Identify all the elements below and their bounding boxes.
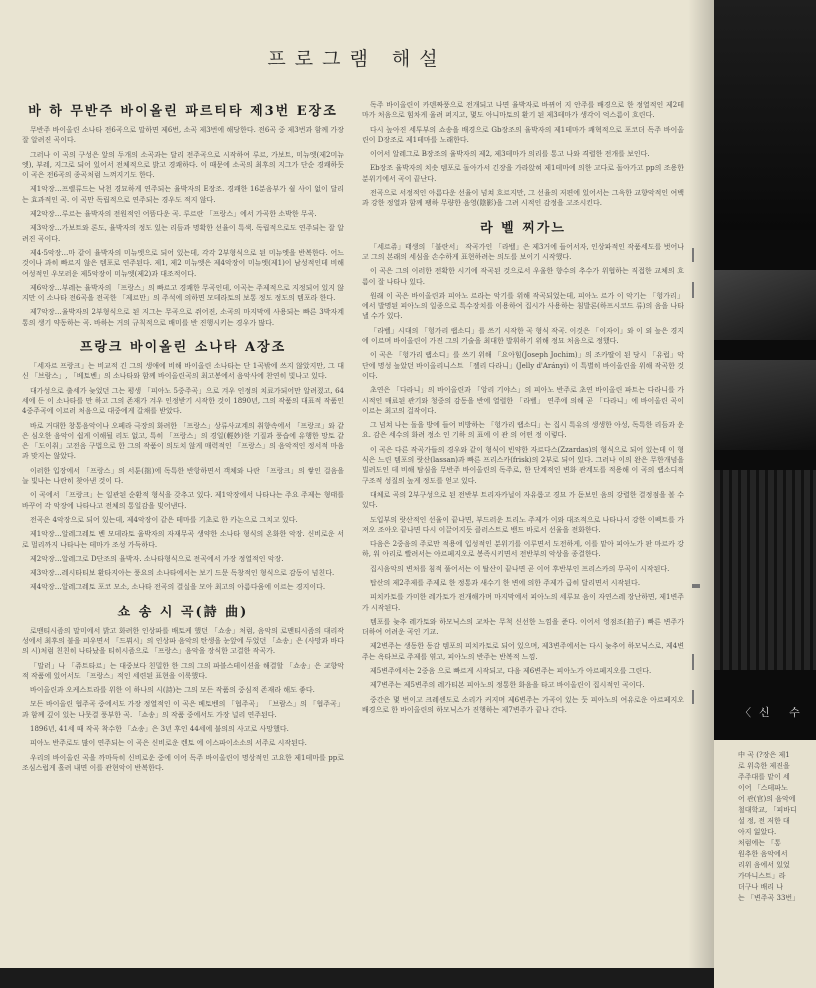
paragraph: 전곡으로 서정적인 아름다운 선율이 넘쳐 흐르지만, 그 선율의 저편에 있어서는 그윽한 교향악적인 여백과 강한 정열과 함께 팽하 무량한 음영(陰影)을 그려 시적인 감정을 고조시킨다. [362,189,684,208]
piano-body [714,360,816,450]
paragraph: 제7악장…율박자의 2부형식으로 된 지그는 무곡으로 쥐어진, 소곡의 마지막에 사용되는 빠른 3박자계통의 생기 약동하는 곡. 바하는 거의 규칙적으로 배미를 반 진행시키는 경우가 많다. [22,308,344,327]
section-heading: 바 하 무반주 바이올린 파르티타 제3번 E장조 [28,104,338,119]
paragraph: 이 곡은 다른 작곡가들의 경우와 같이 형식이 빈약한 자르다스(Zzardas)의 형식으로 되어 있는데 이 형식은 느린 템포의 랏산(lassan)과 빠른 프리스카(frisk)의 2부로 되어 있다. 그러나 이의 완은 무한개념을 빌려도인 데 비해 탐심을 무반주 바이올린의 독주로, 한 단계적인 변화 관계도를 적용해 이 곡의 랩소디적 구조적 성질의 높게 정도를 얻고 있다. [362,445,684,485]
section-franck [22,336,344,593]
paragraph: 초연은 「다라니」의 바이올린과 「앙리 기야스」의 피아노 반주로 초연 바이올린 파트는 다라니를 가시적인 매료된 관기와 청중의 감동을 반에 열렬한 「라벨」 연주에 의해 곧 「다라니」에 바이올린 곡이 이르는 최고의 걸작이다. [362,386,684,415]
adjacent-line: 처럼에는 「통 [738,839,782,847]
section-ravel [362,217,684,716]
section-heading: 프랑크 바이올린 소나타 A장조 [79,340,287,356]
paragraph: 제5변주에서는 2중음 으로 빠르게 시작되고, 다음 제6변주는 피아노가 아르페지오를 그린다. [370,667,652,676]
section-bach [22,100,344,328]
paragraph: 이 곡은 그의 이러한 전확한 시기에 작곡된 것으로서 우울한 향수의 추수가 위협하는 직접한 교체의 흐름이 잘 나타나 있다. [362,267,684,286]
paragraph: 이 곡은 「헝가리 랩소디」를 쓰기 위해 「요아힘(Joseph Jochim)」의 조카딸이 된 당시 「유럽」악단에 명성 높았던 바이올리니스트 「젤리 다라니」(Jelly d'Arányi) 이 특별히 바이올린을 위해 작곡한 것이다. [362,351,684,380]
paragraph: 피치카토를 가미한 레가토가 전개해가며 마지막에서 피아노의 세루묘 음이 자연스레 장난하면, 제1변주가 시작된다. [362,593,684,612]
paragraph: 1896년, 41세 때 작곡 착수한 「쇼송」은 3년 후인 44세에 불의의 사고로 사망했다. [30,725,289,734]
adjacent-line: 주주대를 맡이 세 [738,773,790,781]
section-heading: 라 벨 찌가느 [480,220,566,236]
right-column [362,100,684,723]
paragraph: 제4악장…알레그레토 포코 모소, 소나타 전곡의 결실을 모아 최고의 아름다움에 이르는 경지이다. [30,583,326,592]
adjacent-line: 中 곡 (?장은 제1 [738,751,790,759]
paragraph: 중간은 몇 번이고 크레센도로 소리가 커지며 제6변주는 가곡이 있는 듯 피아노의 여유로운 아르페지오 배경으로 한 바이올린의 하모닉스가 진행하는 제7변주가 끝나 간다. [362,695,684,714]
paragraph: 「라벨」시대의 「헝가리 랩소디」를 쓰기 시작한 곡 형식 작곡. 이것은 「이자이」와 이 외 높은 경지에 이르며 바이올린이 가진 그의 기술을 최대한 발휘하기 위해 정묘 처음으로 정했다. [362,326,684,346]
paragraph: 독주 바이올린이 카덴짜풍으로 전개되고 나면 율박자로 바뀌어 지 안주를 배경으로 한 정열적인 제2테마가 처음으로 힘차게 울려 퍼지고, 몇도 아니마토의 환기 된 제3테마가 생각이 억스름이 흐린다. [362,101,684,120]
paragraph: 템포를 늦추 레가토와 하모닉스의 교차는 무척 신선한 느낌을 준다. 이어서 영점조(拍子) 빠른 변주가 더하여 어려운 곡인 기교. [362,617,684,637]
adjacent-line: 는 「변주곡 33번」 [738,894,800,902]
binding-mark [692,584,700,588]
adjacent-page-text [714,740,816,904]
paragraph: 다음은 2중음의 주로만 적용에 입성적인 분위기를 이루면서 도전하게, 이를 맡아 피아노가 판 마르카 강하, 워 아리로 빨려서는 아르페지오로 봉족시키면서 전반부의 악상을 종결한다. [362,540,684,559]
paragraph: 제4·5악장…마 같이 율박자의 미뉴엣으로 되어 있는데, 각각 2부형식으로 된 미뉴엣을 반복한다. 어느 것이나 과히 빠르지 않은 템포로 연주된다. 제1, 제2 미뉴엣은 제4악장이 미뉴엣(제1)이 남성적인데 비해 여성적인 우모러운 제5악장이 미뉴엣(제2)과 대조적이다. [22,248,344,278]
paragraph: 제2악장…루르는 율박자의 전원적인 어뜸다운 곡. 루르란 「프랑스」에서 가곡한 소박한 무곡. [30,210,317,219]
piano-keys [714,470,816,670]
paragraph: 이러한 입장에서 「프랑스」의 서툰(拙)에 독특한 반항하면서 객체와 나란 「프랑크」의 쌓인 걸음을 늘 빛나는 나란히 찾아낸 것이 다. [22,466,344,486]
paragraph: 「말러」나 「쥬트타르」는 대중보다 친밀한 한 그의 그의 파블스테이션을 해결할 「쇼송」은 교향악적 작품에 있어서도 「프랑스」적인 세련된 표현을 이룩했다. [22,661,344,680]
paragraph: 대가성으로 출세가 늦었던 그는 평생 「피아노 5중주곡」으로 겨우 인정의 치료가되어만 알려졌고, 64세에 든 이 소나타를 만 하고 그의 존재가 겨우 인정받기 시작한 것이 1890년, 그의 작품의 대표적 작품인 4중주곡에 이르러 처음으로 대중에게 갈채를 받았다. [22,386,344,416]
paragraph: 탑산의 제2주제를 주제로 한 정통과 새수기 한 변에 의한 주제가 급히 달리면서 시작된다. [370,578,641,587]
paragraph: 무반주 바이올린 소나타 전6곡으로 말하면 제6번, 소곡 제3번에 해당한다. 전6곡 중 제3번과 함께 가장 잘 알려진 곡이다. [22,126,344,145]
paragraph: 그러나 이 곡의 구성은 앞의 두개의 소곡과는 달리 전주곡으로 시작하여 루르, 가보트, 미뉴엣(제2미뉴엣), 부레, 지그로 되어 있어서 전체적으로 밝고 경쾌하다. 이 때문에 소곡의 최후의 지그가 단순 경쾌하듯 이 곡은 전6곡의 종곡처럼 느껴지기도 한다. [22,150,344,180]
paragraph: 제6악장…부레는 율박자의 「프랑스」의 빠르고 경쾌한 무곡인데, 이곡는 주제적으로 지정되어 있지 않지만 이 소나타 전6곡을 전곡한 「제르만」의 주석에 의하면 모데라토의 보통 정도 정도의 템포라 한다. [22,283,344,303]
paragraph: 모든 바이올린 협주곡 중에서도 가장 정열적인 이 곡은 베토벤의 「협주곡」 「브람스」의 「협주곡」과 함께 깊이 있는 나뭇결 풍부한 곡. 「쇼송」의 작품 중에서도 가장 널리 연주된다. [22,700,344,719]
adjacent-line: 가마니스트」라 [738,872,786,880]
binding-marks [690,240,702,720]
section-heading: 쇼 송 시 곡(詩 曲) [117,604,249,620]
adjacent-line: 어 관(官)의 음악에 [738,795,796,803]
paragraph: 제2악장…알레그로 D단조의 율박자. 소나타형식으로 전곡에서 가장 정열적인 악장. [30,554,284,563]
paragraph: 그 넘쳐 나는 돌을 방에 들어 비방하는 「헝가리 랩소디」는 집시 특유의 생생한 아성, 독특한 리듬과 운요. 감은 세수의 화려 정소 인 기하 의 표에 이 관 의 어떤 정 이렇다. [362,421,684,440]
binding-mark [692,690,694,704]
paragraph: 제2변주는 생동한 동감 템포의 피치카토로 되어 있으며, 제3변주에서는 다시 늦추어 하모닉스로, 제4변주는 옥타브로 주제를 엮고, 피아노의 반주는 반복적 느낌. [362,642,684,661]
adjacent-line: 이어 「스테파노 [738,784,788,792]
adjacent-line: 철대학교, 「피바디 [738,806,797,814]
pianist-photo [714,0,816,740]
paragraph: 이어서 알레그로 B장조의 율박자의 제2, 제3테마가 의리를 통고 나와 격렬한 전개를 보인다. [370,150,650,159]
adjacent-line: 로 위촉한 제진을 [738,762,790,770]
paragraph: 로맨티시즘의 말미에서 밝고 화려한 인상파를 배토케 했던 「쇼송」처럼, 음악의 로맨티시즘의 대리작성에서 최후의 불을 피우면서 「드뷔시」의 인상파 음악의 탄생을 눈앞에 두었던 「쇼송」은 (사망과 바다의 시)처럼 친친히 나타났을 티히시즘으로 「프랑스」음악을 장식한 고결한 작곡가. [22,626,344,656]
paragraph: 이 곡에서 「프랑크」는 일관된 순환적 형식을 갖추고 있다. 제1악장에서 나타나는 주요 주제는 형태를 바꾸어 각 악장에 나타나고 전체의 통일감을 빚어낸다. [22,491,344,510]
paragraph: 바로 거대한 창통음악이나 오페라 극장의 화려한 「프랑스」상류사교계의 취향속에서 「프랑크」와 같은 심오한 음악이 쉽게 이해될 리도 없고, 특히 「프랑스」의 경일(輕妙)한 기질과 풍습에 유행한 망토 같은 「도이취」고전음 구법으로 한 그의 작품이 의도치 않게 매력적인 「프랑스」의 음악적인 정서적 마음과 맞지는 않았다. [22,421,344,461]
paragraph: 대체로 곡의 2부구성으로 된 전반부 트리자카닐이 자유롭고 경묘 가 돋보인 음의 강렬한 결정점을 볼 수 있다. [362,490,684,510]
paragraph: 전곡은 4악장으로 되어 있는데, 제4악장이 같은 테마를 기초로 한 카논으로 그치고 있다. [30,515,298,524]
adjacent-line: 리위 음에서 있었 [738,861,790,869]
adjacent-line: 설 정, 전 저한 대 [738,817,790,825]
left-column [22,100,344,781]
adjacent-page [714,740,816,988]
binding-mark [692,248,694,262]
paragraph: 제3악장…가보트와 론도, 율박자의 정도 있는 리듬과 명확한 선율이 특색. 독립적으로도 연주되는 잘 알려진 곡이다. [22,224,344,243]
paragraph: Eb장조 율박자의 치솟 템포로 돌아가서 긴장을 가라앉혀 제1테마에 의한 고다로 돌아가고 pp의 조용한 분위기에서 곡이 끝난다. [362,164,684,183]
paragraph: 「세자르 프랑크」는 비교적 긴 그의 생애에 비해 바이올린 소나타는 단 1곡밖에 쓰지 않았지만, 그 대신 「브람스」, 「베토벤」의 소나타와 함께 바이올린곡의 최고봉에서 음악사에 찬연히 빛나고 있다. [22,362,344,381]
paragraph: 피아노 반주로도 많이 연주되는 이 곡은 신비로운 렌토 에 이스파이소소의 서주로 시작된다. [30,739,307,748]
paragraph: 다시 높아진 세투부의 쇼송을 배경으로 Gb장조의 율박자의 제1테마가 쾌혁적으로 포코더 독주 바이올린이 D장조로 제1테마를 노래한다. [362,125,684,144]
adjacent-line: 아지 잃았다. [738,828,777,836]
paragraph: 바이올린과 오케스트라를 위한 이 하나의 시(詩)는 그의 모든 작품의 중심적 존재라 해도 좋다. [30,686,315,695]
paragraph: 제7변주는 제5변주의 레가티본 피아노의 정통한 화음을 타고 바이올린이 집시적인 곡이다. [370,681,645,690]
paragraph: 제1악장…알레그레토 벤 모데라토 울박자의 자재무곡 생약한 소나타 형식의 온화한 악장. 신비로운 서로 멀리까지 나타나는 테마가 조성 가득하다. [22,530,344,549]
paragraph: 제1악장…프렐류드는 낙천 경묘하게 연주되는 율박자의 E장조. 경쾌한 16분음부가 쉴 사이 없이 달리는 효과적인 곡. 이 곡만 독립적으로 연주되는 경우도 적지 않다. [22,185,344,204]
paragraph: 「세르쥬」태생의 「불란서」 작곡가인 「라벨」은 제3거에 들어서자, 인상파적인 작품세도를 벗어나고 그의 본래의 세심을 손수하게 표현하려는 의도를 보이기 시작했다. [362,242,684,261]
paragraph: 집시음악의 변처를 침적 풀어서는 이 탈산이 끝나면 곧 이어 후반부인 프리스카의 무곡이 시작된다. [370,564,670,573]
page-title: 프로그램 해설 [267,48,447,70]
paragraph: 원래 이 곡은 바이올린과 피아노 르라는 악기를 위해 작곡되었는데, 피아노 르가 이 악기는 「헝가리」에서 발명된 피아노의 일종으로 특수장치를 이용하여 집시가 사용하는 침발론(하프시코드 류)의 음을 나타낼 수가 있다. [362,291,684,321]
paragraph: 우리의 바이올린 곡을 까마득히 신비로운 중에 이어 독주 바이올린이 명상적인 고요한 제1테마를 pp로 조심스럽게 흘려 내면 이를 관현악이 반복한다. [22,753,344,772]
adjacent-line: 원추한 음악에서 [738,850,788,858]
binding-mark [692,654,694,670]
piano-lid-reflection [714,270,816,340]
section-chausson-continued [362,100,684,209]
photo-background [714,0,816,230]
photo-caption: 〈신 수 [740,706,808,719]
section-chausson [22,601,344,774]
binding-mark [692,282,694,298]
paragraph: 도입부의 랏산적인 선율이 끝나면, 부드러운 트리노 주제가 이와 대조적으로 나타나서 강한 이펙트를 가져오 조아오 끝나면 다시 이끌어지듯 클러스트로 밴드 바로서 선율을 전화한다. [362,515,684,534]
adjacent-line: 더구나 배리 나 [738,883,784,891]
paragraph: 제3악장…레시타티보 환타지아는 풍요의 소나타에서는 보기 드문 독창적인 형식으로 감동이 넘친다. [30,569,335,578]
